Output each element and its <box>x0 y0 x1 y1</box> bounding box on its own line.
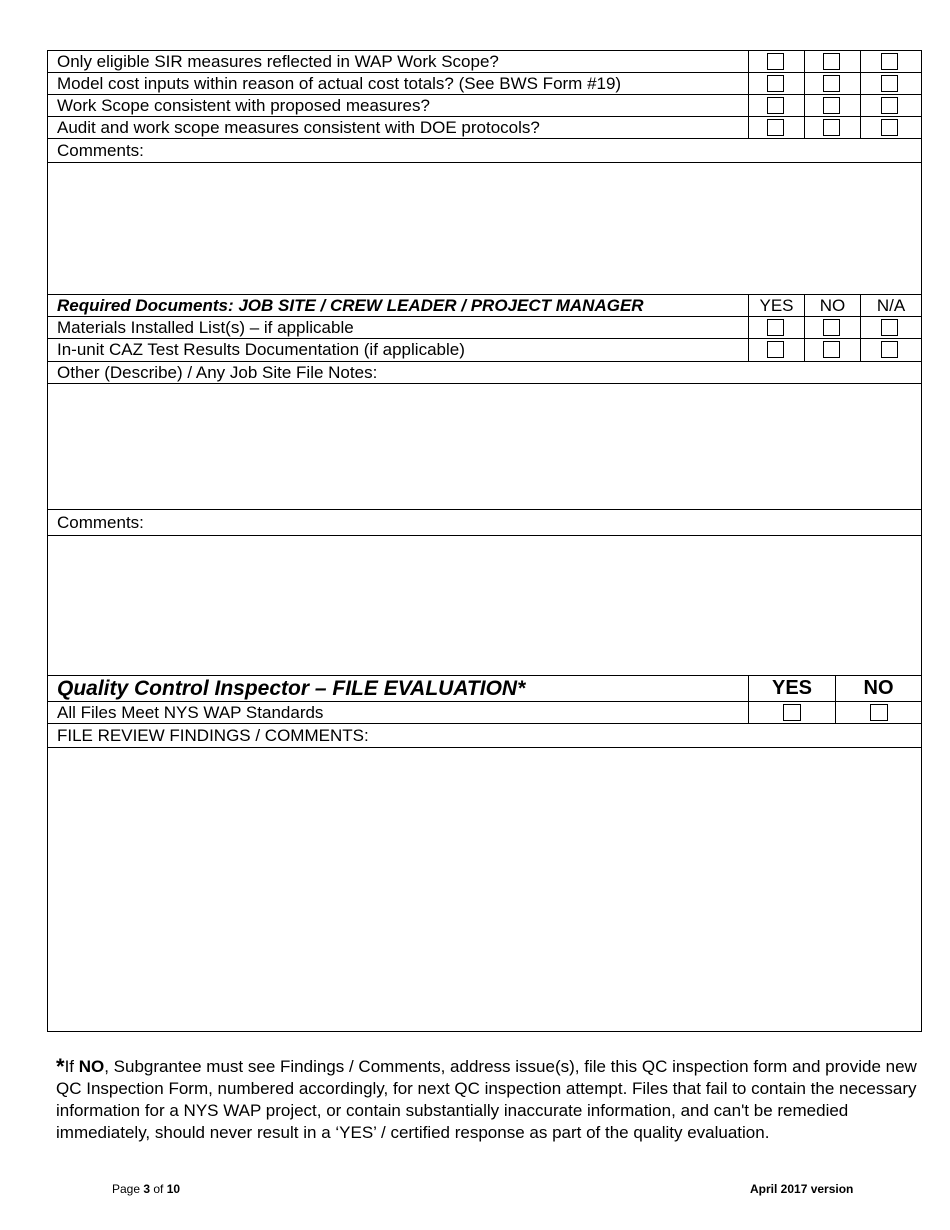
yes-checkbox[interactable] <box>767 75 784 92</box>
no-checkbox[interactable] <box>823 319 840 336</box>
row-label: Audit and work scope measures consistent with DOE protocols? <box>57 117 540 137</box>
section-title: Required Documents: JOB SITE / CREW LEADER / PROJECT MANAGER <box>57 295 644 315</box>
yes-checkbox[interactable] <box>767 341 784 358</box>
findings-area[interactable] <box>47 748 922 1032</box>
yes-checkbox[interactable] <box>767 97 784 114</box>
other-notes-label-row <box>47 362 922 384</box>
other-notes-label: Other (Describe) / Any Job Site File Notes: <box>57 362 378 382</box>
no-checkbox[interactable] <box>823 53 840 70</box>
file-evaluation-header <box>47 676 922 702</box>
na-checkbox[interactable] <box>881 119 898 136</box>
yes-column-header: YES <box>759 295 794 315</box>
comments-area[interactable] <box>47 536 922 676</box>
required-documents-header <box>47 295 922 317</box>
row-label: In-unit CAZ Test Results Documentation (if applicable) <box>57 340 465 359</box>
no-column-header: NO <box>819 295 846 315</box>
comments-label-row <box>47 139 922 163</box>
table-row <box>47 339 922 362</box>
yes-checkbox[interactable] <box>767 53 784 70</box>
na-checkbox[interactable] <box>881 341 898 358</box>
yes-checkbox[interactable] <box>783 704 801 721</box>
other-notes-area[interactable] <box>47 384 922 510</box>
row-label: All Files Meet NYS WAP Standards <box>57 702 324 722</box>
section-title: Quality Control Inspector – FILE EVALUATION* <box>57 676 526 700</box>
table-row <box>47 50 922 73</box>
findings-label: FILE REVIEW FINDINGS / COMMENTS: <box>57 725 369 745</box>
no-checkbox[interactable] <box>823 119 840 136</box>
comments-label-row <box>47 510 922 536</box>
asterisk: * <box>56 1054 65 1079</box>
no-checkbox[interactable] <box>870 704 888 721</box>
no-checkbox[interactable] <box>823 97 840 114</box>
version-label: April 2017 version <box>750 1182 854 1196</box>
yes-column-header: YES <box>771 677 813 699</box>
row-label: Work Scope consistent with proposed measures? <box>57 95 430 115</box>
no-column-header: NO <box>863 677 894 699</box>
qc-form-table <box>47 50 922 1033</box>
yes-checkbox[interactable] <box>767 119 784 136</box>
findings-label-row <box>47 724 922 748</box>
na-checkbox[interactable] <box>881 97 898 114</box>
no-checkbox[interactable] <box>823 75 840 92</box>
table-row <box>47 73 922 95</box>
table-row <box>47 702 922 724</box>
comments-area[interactable] <box>47 163 922 295</box>
na-checkbox[interactable] <box>881 75 898 92</box>
row-label: Only eligible SIR measures reflected in WAP Work Scope? <box>57 51 499 71</box>
row-label: Materials Installed List(s) – if applicable <box>57 317 354 337</box>
comments-label: Comments: <box>57 140 144 160</box>
row-label: Model cost inputs within reason of actual cost totals? (See BWS Form #19) <box>57 73 622 93</box>
na-column-header: N/A <box>876 295 906 315</box>
table-row <box>47 95 922 117</box>
yes-checkbox[interactable] <box>767 319 784 336</box>
footnote: *If NO, Subgrantee must see Findings / Comments, address issue(s), file this QC inspection form and provide new QC Inspection Form, numbered accordingly, for next QC inspection attempt. Files that fail to contain the necessary information for a NYS WAP project, or contain substantially inaccurate information, and can't be remedied immediately, should never result in a ‘YES’ / certified response as part of the quality evaluation. <box>56 1054 917 1142</box>
table-row <box>47 317 922 339</box>
table-row <box>47 117 922 139</box>
page-number: Page 3 of 10 <box>112 1182 181 1196</box>
comments-label: Comments: <box>57 512 144 532</box>
na-checkbox[interactable] <box>881 319 898 336</box>
na-checkbox[interactable] <box>881 53 898 70</box>
no-checkbox[interactable] <box>823 341 840 358</box>
